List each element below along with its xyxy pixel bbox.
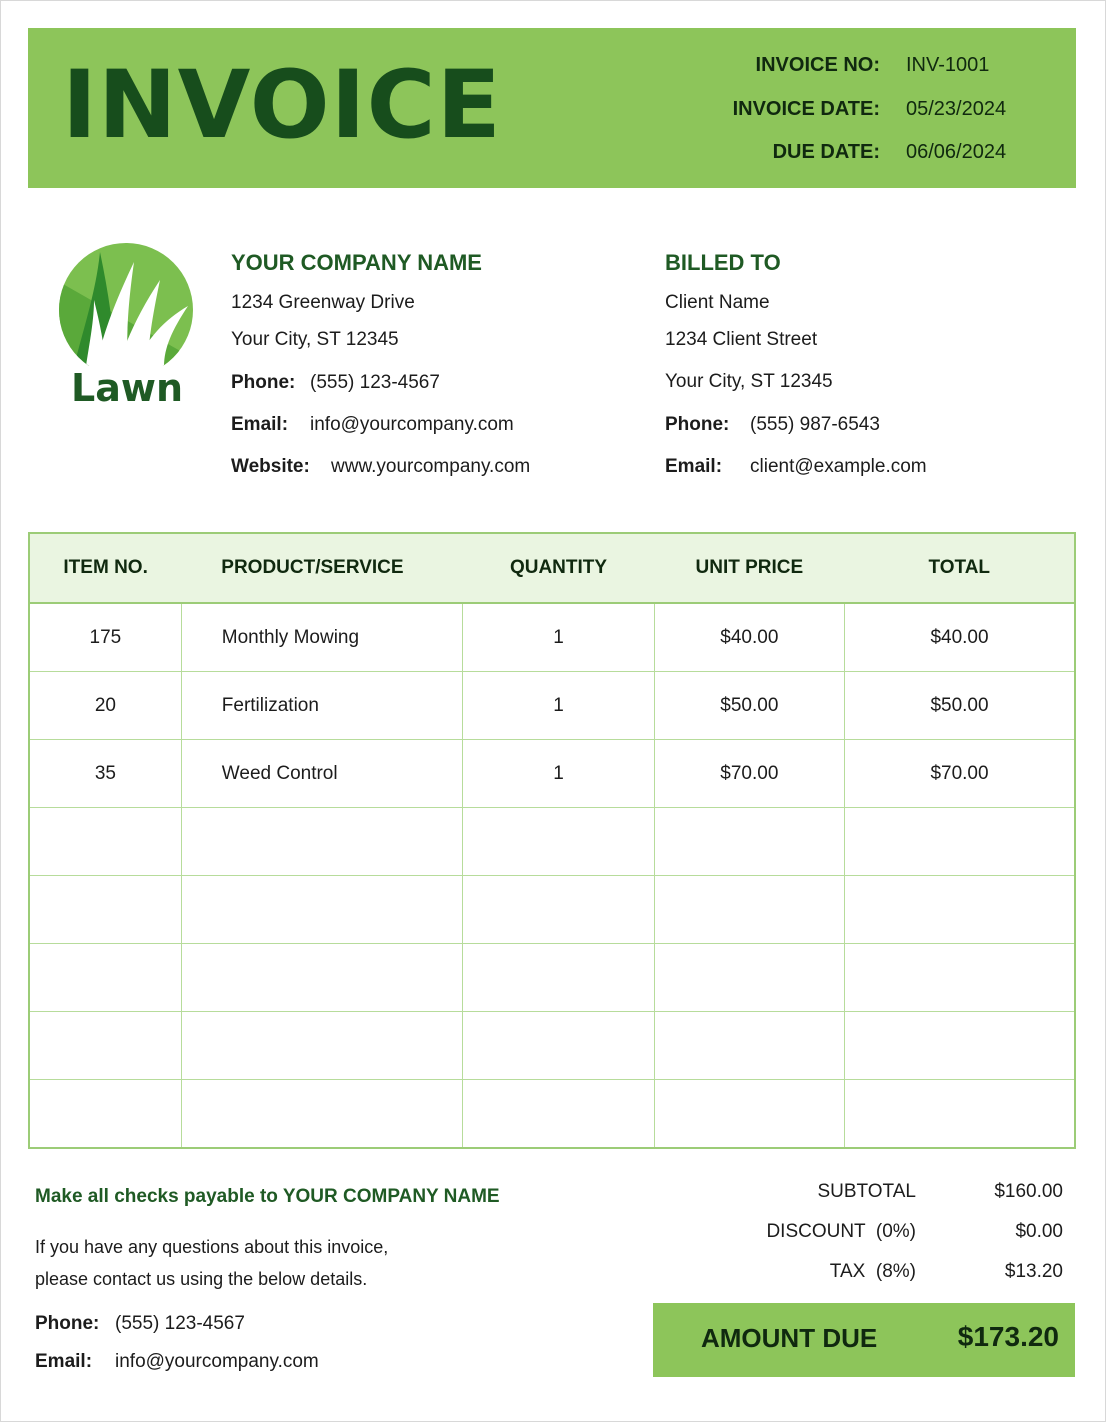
table-row xyxy=(29,876,1075,944)
company-phone-label: Phone: xyxy=(231,372,296,393)
unit-price-cell xyxy=(654,1080,844,1149)
table-row xyxy=(29,944,1075,1012)
subtotal-label: SUBTOTAL xyxy=(817,1181,916,1202)
footer-email[interactable]: info@yourcompany.com xyxy=(115,1351,319,1372)
company-address-line2: Your City, ST 12345 xyxy=(231,329,399,350)
quantity-cell xyxy=(463,876,654,944)
product-cell xyxy=(181,808,463,876)
invoice-title: INVOICE xyxy=(62,51,502,160)
invoice-date: 05/23/2024 xyxy=(906,98,1007,120)
item-no-cell: 175 xyxy=(29,603,181,672)
col-header-product: PRODUCT/SERVICE xyxy=(181,533,463,603)
due-date-label: DUE DATE: xyxy=(772,141,880,163)
total-cell xyxy=(845,876,1075,944)
table-row xyxy=(29,672,1075,740)
client-phone-label: Phone: xyxy=(665,414,730,435)
quantity-cell: 1 xyxy=(463,603,654,672)
amount-due-box xyxy=(653,1303,1075,1377)
company-name-heading: YOUR COMPANY NAME xyxy=(231,250,482,275)
amount-due-value: $173.20 xyxy=(957,1321,1059,1352)
company-website-label: Website: xyxy=(231,456,310,477)
questions-line2: please contact us using the below details. xyxy=(35,1269,368,1289)
item-no-cell: 35 xyxy=(29,740,181,808)
company-phone: (555) 123-4567 xyxy=(310,372,440,393)
table-header-row xyxy=(29,533,1075,603)
col-header-total: TOTAL xyxy=(845,533,1075,603)
unit-price-cell xyxy=(654,1012,844,1080)
invoice-no-label: INVOICE NO: xyxy=(755,54,880,76)
company-logo xyxy=(56,240,198,416)
table-row xyxy=(29,1080,1075,1149)
quantity-cell xyxy=(463,808,654,876)
quantity-cell xyxy=(463,1080,654,1149)
footer-phone: (555) 123-4567 xyxy=(115,1313,245,1334)
logo-wordmark: Lawn xyxy=(70,366,183,410)
product-cell xyxy=(181,944,463,1012)
item-no-cell xyxy=(29,808,181,876)
product-cell xyxy=(181,1080,463,1149)
product-cell xyxy=(181,1012,463,1080)
quantity-cell: 1 xyxy=(463,740,654,808)
company-email-label: Email: xyxy=(231,414,289,435)
client-name: Client Name xyxy=(665,292,770,313)
total-cell xyxy=(845,1080,1075,1149)
client-email[interactable]: client@example.com xyxy=(750,456,927,477)
quantity-cell xyxy=(463,944,654,1012)
subtotal-value: $160.00 xyxy=(994,1181,1063,1202)
item-no-cell xyxy=(29,1080,181,1149)
table-row xyxy=(29,603,1075,672)
company-email[interactable]: info@yourcompany.com xyxy=(310,414,514,435)
table-row xyxy=(29,740,1075,808)
unit-price-cell: $40.00 xyxy=(654,603,844,672)
amount-due-label: AMOUNT DUE xyxy=(701,1323,878,1353)
item-no-cell xyxy=(29,944,181,1012)
questions-line1: If you have any questions about this invoice, xyxy=(35,1237,389,1257)
total-cell xyxy=(845,944,1075,1012)
client-address-line1: 1234 Client Street xyxy=(665,329,818,350)
unit-price-cell xyxy=(654,876,844,944)
tax-value: $13.20 xyxy=(1004,1261,1063,1282)
footer-phone-label: Phone: xyxy=(35,1313,100,1334)
unit-price-cell: $50.00 xyxy=(654,672,844,740)
company-address-line1: 1234 Greenway Drive xyxy=(231,292,415,313)
total-cell: $70.00 xyxy=(845,740,1075,808)
billed-to-heading: BILLED TO xyxy=(665,250,781,275)
invoice-no: INV-1001 xyxy=(906,54,990,76)
due-date: 06/06/2024 xyxy=(906,141,1007,163)
item-no-cell xyxy=(29,876,181,944)
unit-price-cell xyxy=(654,944,844,1012)
total-cell xyxy=(845,1012,1075,1080)
client-email-label: Email: xyxy=(665,456,723,477)
discount-label: DISCOUNT (0%) xyxy=(766,1221,916,1242)
col-header-item-no: ITEM NO. xyxy=(29,533,181,603)
payable-note: Make all checks payable to YOUR COMPANY NAME xyxy=(35,1186,500,1207)
col-header-unit-price: UNIT PRICE xyxy=(654,533,844,603)
product-cell xyxy=(181,876,463,944)
items-table xyxy=(28,532,1076,1149)
client-phone: (555) 987-6543 xyxy=(750,414,880,435)
quantity-cell: 1 xyxy=(463,672,654,740)
product-cell: Monthly Mowing xyxy=(181,603,463,672)
product-cell: Weed Control xyxy=(181,740,463,808)
unit-price-cell xyxy=(654,808,844,876)
item-no-cell xyxy=(29,1012,181,1080)
tax-label: TAX (8%) xyxy=(829,1261,916,1282)
grass-circle-icon xyxy=(56,240,198,366)
total-cell xyxy=(845,808,1075,876)
company-website[interactable]: www.yourcompany.com xyxy=(331,456,531,477)
discount-value: $0.00 xyxy=(1015,1221,1063,1242)
product-cell: Fertilization xyxy=(181,672,463,740)
total-cell: $50.00 xyxy=(845,672,1075,740)
unit-price-cell: $70.00 xyxy=(654,740,844,808)
total-cell: $40.00 xyxy=(845,603,1075,672)
table-row xyxy=(29,1012,1075,1080)
item-no-cell: 20 xyxy=(29,672,181,740)
quantity-cell xyxy=(463,1012,654,1080)
invoice-date-label: INVOICE DATE: xyxy=(732,98,880,120)
client-address-line2: Your City, ST 12345 xyxy=(665,371,833,392)
invoice-header xyxy=(28,28,1076,188)
table-row xyxy=(29,808,1075,876)
col-header-quantity: QUANTITY xyxy=(463,533,654,603)
footer-email-label: Email: xyxy=(35,1351,93,1372)
